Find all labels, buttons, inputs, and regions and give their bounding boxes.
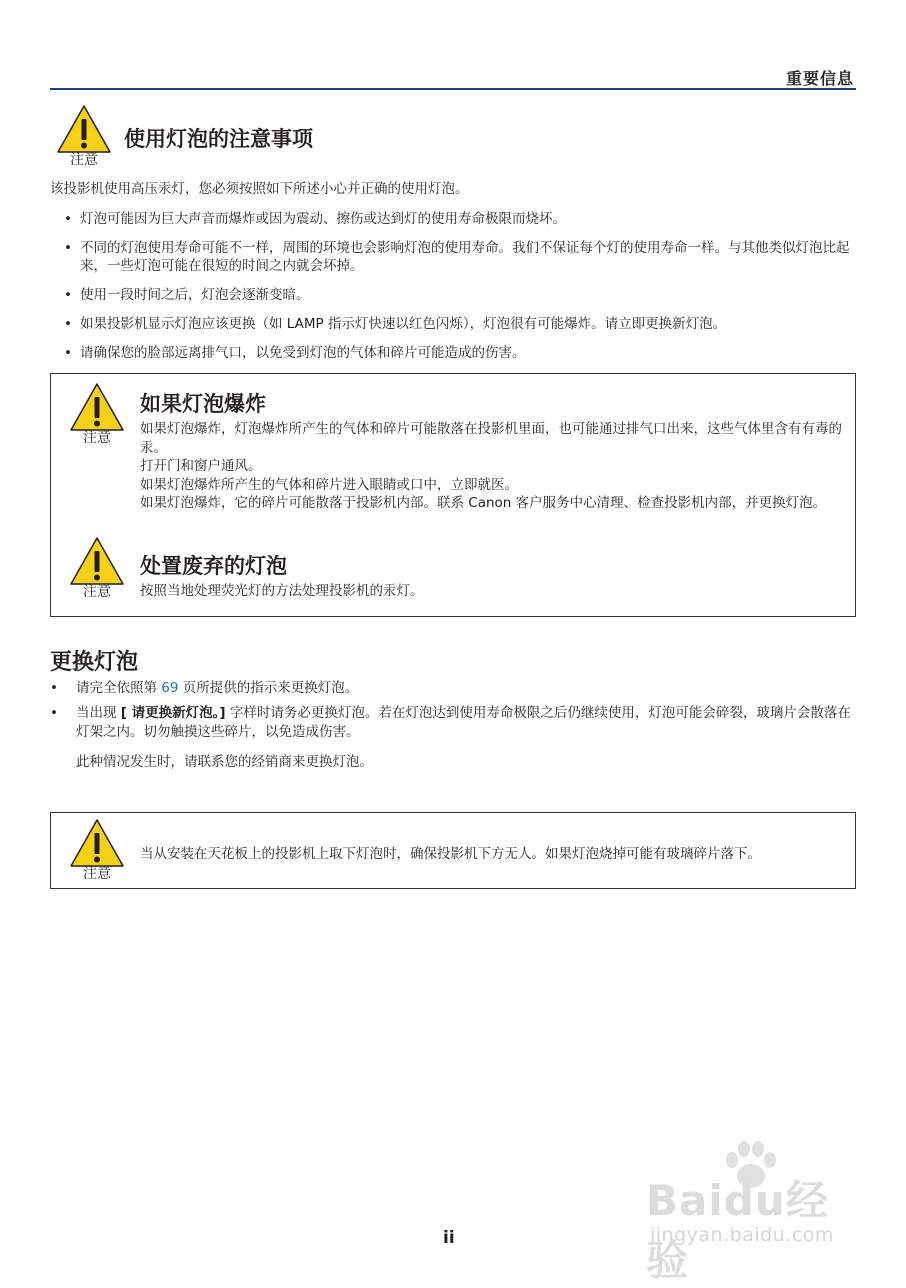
list-item: • 如果投影机显示灯泡应该更换（如 LAMP 指示灯快速以红色闪烁），灯泡很有可能爆炸。请立即更换新灯泡。 [60, 315, 860, 333]
disposal-title: 处置废弃的灯泡 [140, 554, 287, 578]
disposal-text: 按照当地处理荧光灯的方法处理投影机的汞灯。 [140, 583, 424, 599]
lamp-caution-title: 使用灯泡的注意事项 [124, 127, 313, 151]
caution-block-lamp [55, 104, 113, 168]
warning-triangle-icon [69, 382, 125, 432]
list-item: • 请确保您的脸部远离排气口，以免受到灯泡的气体和碎片可能造成的伤害。 [60, 344, 860, 362]
lamp-caution-list [60, 210, 860, 373]
baidu-watermark [640, 1140, 870, 1285]
page-number: ii [443, 1228, 455, 1248]
warning-triangle-icon [69, 818, 125, 868]
caution-block-ceiling [68, 818, 126, 882]
explosion-line: 如果灯泡爆炸所产生的气体和碎片进入眼睛或口中，立即就医。 [140, 476, 518, 493]
list-item: • 不同的灯泡使用寿命可能不一样，周围的环境也会影响灯泡的使用寿命。我们不保证每个灯的使用寿命一样。与其他类似灯泡比起来，一些灯泡可能在很短的时间之内就会坏掉。 [60, 239, 860, 275]
list-item: • 灯泡可能因为巨大声音而爆炸或因为震动、擦伤或达到灯的使用寿命极限而烧坏。 [60, 210, 860, 228]
page-link-69[interactable]: 69 [161, 680, 179, 696]
caution-label: 注意 [70, 152, 98, 168]
caution-block-disposal [68, 536, 126, 600]
explosion-warning-box [50, 373, 856, 617]
ceiling-text: 当从安装在天花板上的投影机上取下灯泡时，确保投影机下方无人。如果灯泡烧掉可能有玻璃碎片落下。 [140, 846, 761, 862]
replace-lamp-title: 更换灯泡 [50, 650, 139, 675]
explosion-title: 如果灯泡爆炸 [140, 392, 266, 416]
explosion-line: 打开门和窗户通风。 [140, 458, 262, 474]
explosion-line: 如果灯泡爆炸，灯泡爆炸所产生的气体和碎片可能散落在投影机里面，也可能通过排气口出来，这些气体里含有有毒的汞。 [140, 421, 842, 456]
replace-bullet1-pre: 请完全依照第 [76, 680, 162, 696]
caution-label: 注意 [83, 866, 111, 882]
section-title: 重要信息 [785, 69, 854, 88]
caution-label: 注意 [83, 584, 111, 600]
watermark-brand: Baidu经验 [646, 1176, 829, 1285]
list-item: • 使用一段时间之后，灯泡会逐渐变暗。 [60, 286, 860, 304]
list-item [50, 679, 856, 698]
explosion-line: 如果灯泡爆炸，它的碎片可能散落于投影机内部。联系 Canon 客户服务中心清理、检查投影机内部，并更换灯泡。 [140, 495, 827, 511]
lamp-intro: 该投影机使用高压汞灯，您必须按照如下所述小心并正确的使用灯泡。 [50, 181, 469, 197]
replace-bullet2-pre: 当出现 [76, 705, 121, 721]
watermark-url: jingyan.baidu.com [650, 1224, 834, 1246]
explosion-text [140, 420, 846, 513]
ceiling-warning-box [50, 812, 856, 889]
caution-label: 注意 [83, 430, 111, 446]
caution-block-explosion [68, 382, 126, 446]
warning-triangle-icon [69, 536, 125, 586]
replace-bullet1-post: 页所提供的指示来更换灯泡。 [178, 680, 359, 696]
list-item [50, 704, 856, 742]
replace-note: 此种情况发生时，请联系您的经销商来更换灯泡。 [76, 754, 373, 770]
replace-message-text: [ 请更换新灯泡。] [120, 705, 226, 721]
warning-triangle-icon [56, 104, 112, 154]
replace-bullet2-post: 字样时请务必更换灯泡。若在灯泡达到使用寿命极限之后仍继续使用，灯泡可能会碎裂，玻璃片会散落在灯架之内。切勿触摸这些碎片，以免造成伤害。 [76, 705, 851, 740]
header-rule [50, 88, 856, 90]
replace-lamp-list [50, 679, 856, 748]
